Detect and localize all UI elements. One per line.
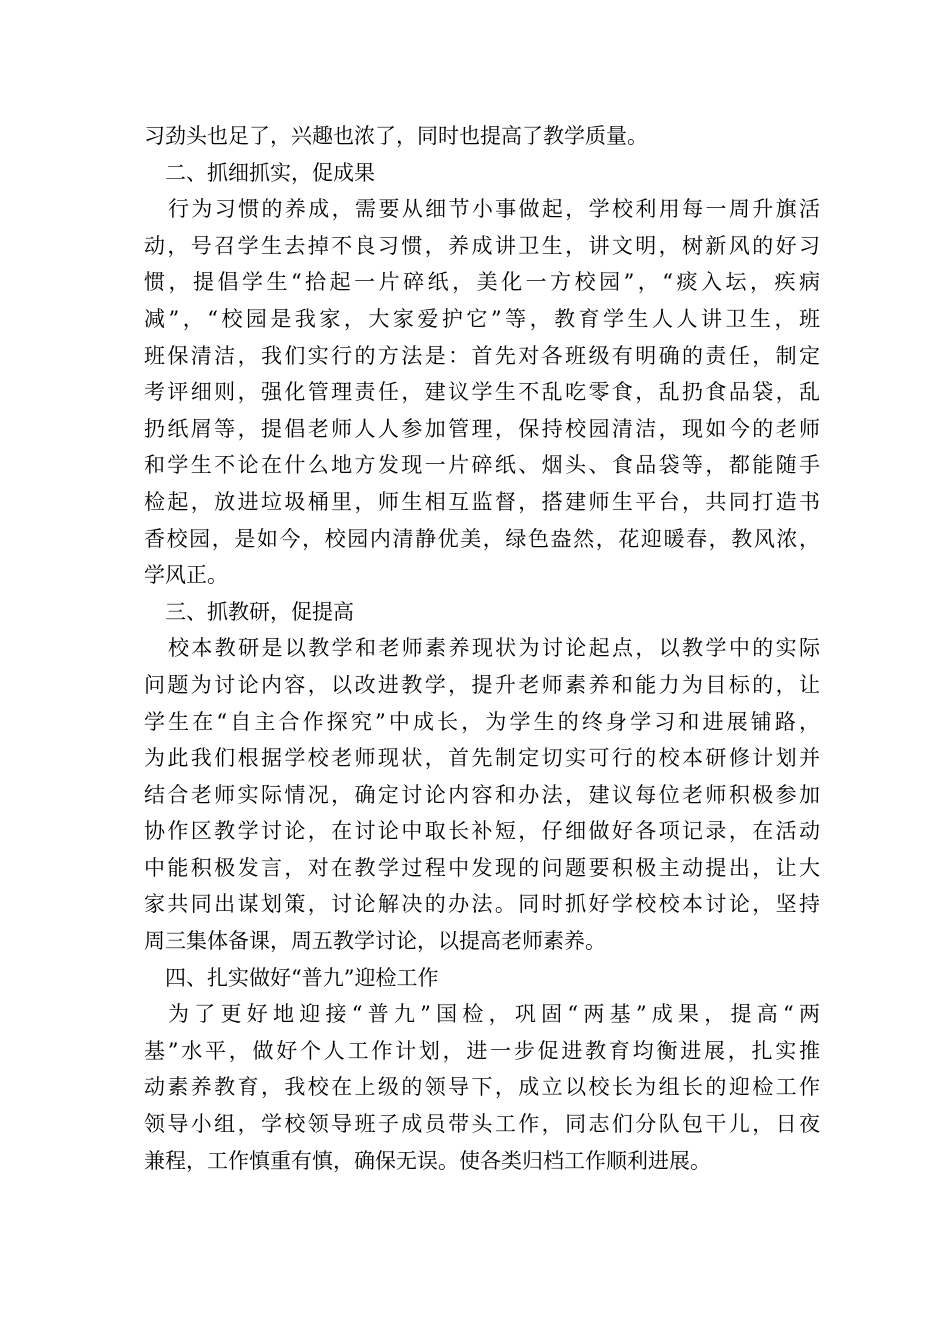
body-line: 学生在“自主合作探究”中成长，为学生的终身学习和进展铺路， (144, 709, 820, 734)
body-line: 惯，提倡学生“拾起一片碎纸，美化一方校园”，“痰入坛，疾病 (144, 270, 820, 295)
document-body (144, 118, 820, 1179)
body-line: 和学生不论在什么地方发现一片碎纸、烟头、食品袋等，都能随手 (144, 453, 820, 478)
body-line: 香校园，是如今，校园内清静优美，绿色盎然，花迎暖春，教风浓， (144, 526, 820, 551)
body-line: 领导小组，学校领导班子成员带头工作，同志们分队包干儿，日夜 (144, 1112, 820, 1137)
section-heading: 三、抓教研，促提高 (165, 599, 354, 624)
body-line: 习劲头也足了，兴趣也浓了，同时也提高了教学质量。 (144, 124, 648, 148)
body-line: 动，号召学生去掉不良习惯，养成讲卫生，讲文明，树新风的好习 (144, 233, 820, 258)
body-line: 学风正。 (144, 563, 228, 588)
body-line: 校本教研是以教学和老师素养现状为讨论起点，以教学中的实际 (168, 636, 820, 661)
body-line: 问题为讨论内容，以改进教学，提升老师素养和能力为目标的，让 (144, 672, 820, 697)
body-line: 中能积极发言，对在教学过程中发现的问题要积极主动提出，让大 (144, 855, 820, 880)
body-line: 结合老师实际情况，确定讨论内容和办法，建议每位老师积极参加 (144, 782, 820, 807)
body-line: 家共同出谋划策，讨论解决的办法。同时抓好学校校本讨论，坚持 (144, 892, 820, 917)
section-heading: 二、抓细抓实，促成果 (165, 160, 375, 185)
body-line: 动素养教育，我校在上级的领导下，成立以校长为组长的迎检工作 (144, 1075, 820, 1100)
body-line: 为此我们根据学校老师现状，首先制定切实可行的校本研修计划并 (144, 746, 820, 771)
body-line: 班保清洁，我们实行的方法是：首先对各班级有明确的责任，制定 (144, 343, 820, 368)
body-line: 检起，放进垃圾桶里，师生相互监督，搭建师生平台，共同打造书 (144, 489, 820, 514)
body-line: 行为习惯的养成，需要从细节小事做起，学校利用每一周升旗活 (168, 197, 820, 222)
body-line: 减”，“校园是我家，大家爱护它”等，教育学生人人讲卫生，班 (144, 306, 820, 331)
body-line: 协作区教学讨论，在讨论中取长补短，仔细做好各项记录，在活动 (144, 819, 820, 844)
body-line: 周三集体备课，周五教学讨论，以提高老师素养。 (144, 929, 606, 954)
body-line: 基”水平，做好个人工作计划，进一步促进教育均衡进展，扎实推 (144, 1038, 820, 1063)
body-line: 兼程，工作慎重有慎，确保无误。使各类归档工作顺利进展。 (144, 1148, 711, 1173)
body-line: 为了更好地迎接“普九”国检，巩固“两基”成果，提高“两 (168, 1002, 820, 1027)
section-heading: 四、扎实做好“普九”迎检工作 (165, 965, 439, 990)
body-line: 考评细则，强化管理责任，建议学生不乱吃零食，乱扔食品袋，乱 (144, 380, 820, 405)
body-line: 扔纸屑等，提倡老师人人参加管理，保持校园清洁，现如今的老师 (144, 416, 820, 441)
